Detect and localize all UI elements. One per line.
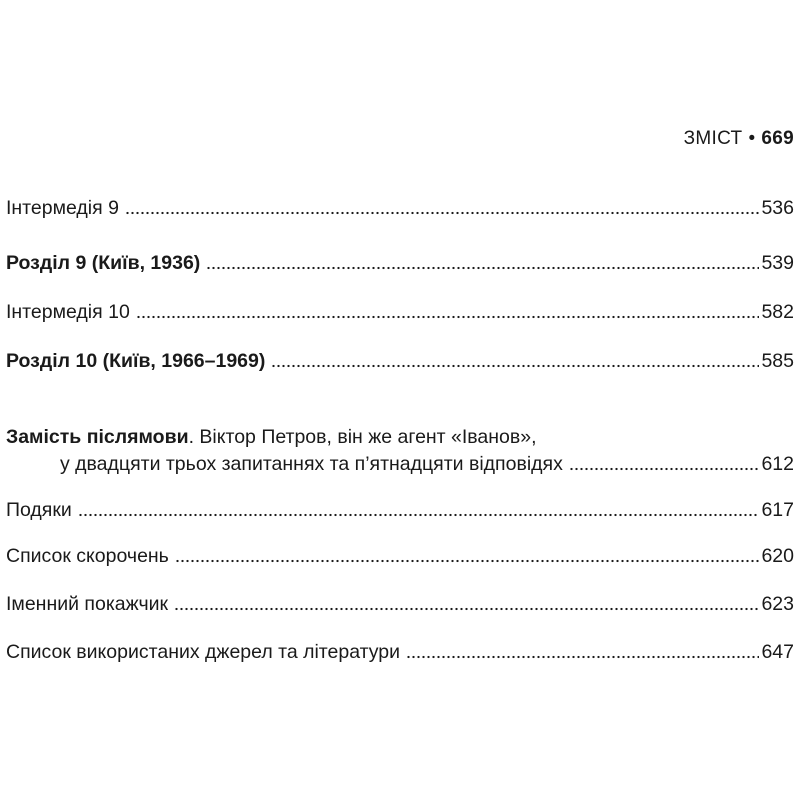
toc-entry-intermedia-10[interactable] <box>6 300 794 324</box>
dot-leader <box>125 211 760 215</box>
toc-entry-title-line <box>6 425 794 449</box>
toc-entry-chapter-9[interactable] <box>6 251 794 275</box>
toc-entry-title: Подяки <box>6 499 72 521</box>
dot-leader <box>78 513 760 517</box>
toc-entry-title: Інтермедія 10 <box>6 301 130 323</box>
toc-entry-bibliography[interactable] <box>6 640 794 664</box>
toc-entry-continuation: у двадцяти трьох запитаннях та п’ятнадцяти відповідях <box>60 453 563 475</box>
toc-entry-title: Іменний покажчик <box>6 593 169 615</box>
dot-leader <box>271 364 759 368</box>
toc-entry-page: 585 <box>761 350 794 372</box>
toc-entry-chapter-10[interactable] <box>6 349 794 373</box>
toc-entry-intermedia-9[interactable] <box>6 196 794 220</box>
dot-leader <box>175 559 760 563</box>
toc-entry-title-rest: . Віктор Петров, він же агент «Іванов», <box>188 426 537 448</box>
running-header <box>684 128 794 150</box>
toc-entry-title-bold: Замість післямови <box>6 426 189 448</box>
toc-entry-name-index[interactable] <box>6 592 794 616</box>
toc-entry-abbreviations[interactable] <box>6 544 794 568</box>
dot-leader <box>206 266 759 270</box>
toc-entry-title: Інтермедія 9 <box>6 197 119 219</box>
dot-leader <box>136 315 760 319</box>
header-separator: • <box>748 128 756 149</box>
toc-entry-page: 620 <box>761 545 794 567</box>
toc-entry-title: Список використаних джерел та літератури <box>6 641 401 663</box>
toc-entry-page: 536 <box>761 197 794 219</box>
toc-entry-title: Розділ 9 (Київ, 1936) <box>6 252 201 274</box>
header-page-number: 669 <box>761 128 794 149</box>
toc-entry-page: 617 <box>761 499 794 521</box>
toc-entry-page: 623 <box>761 593 794 615</box>
section-label: ЗМІСТ <box>683 128 743 149</box>
dot-leader <box>174 607 759 611</box>
dot-leader <box>569 467 760 471</box>
toc-entry-page: 582 <box>761 301 794 323</box>
toc-entry-continuation-line <box>6 452 794 476</box>
toc-entry-title: Розділ 10 (Київ, 1966–1969) <box>6 350 266 372</box>
dot-leader <box>406 655 759 659</box>
toc-entry-page: 647 <box>761 641 794 663</box>
toc-entry-acknowledgements[interactable] <box>6 498 794 522</box>
toc-entry-afterword[interactable] <box>6 425 794 476</box>
toc-entry-page: 539 <box>761 252 794 274</box>
toc-entry-page: 612 <box>761 453 794 475</box>
toc-entry-title: Список скорочень <box>6 545 169 567</box>
